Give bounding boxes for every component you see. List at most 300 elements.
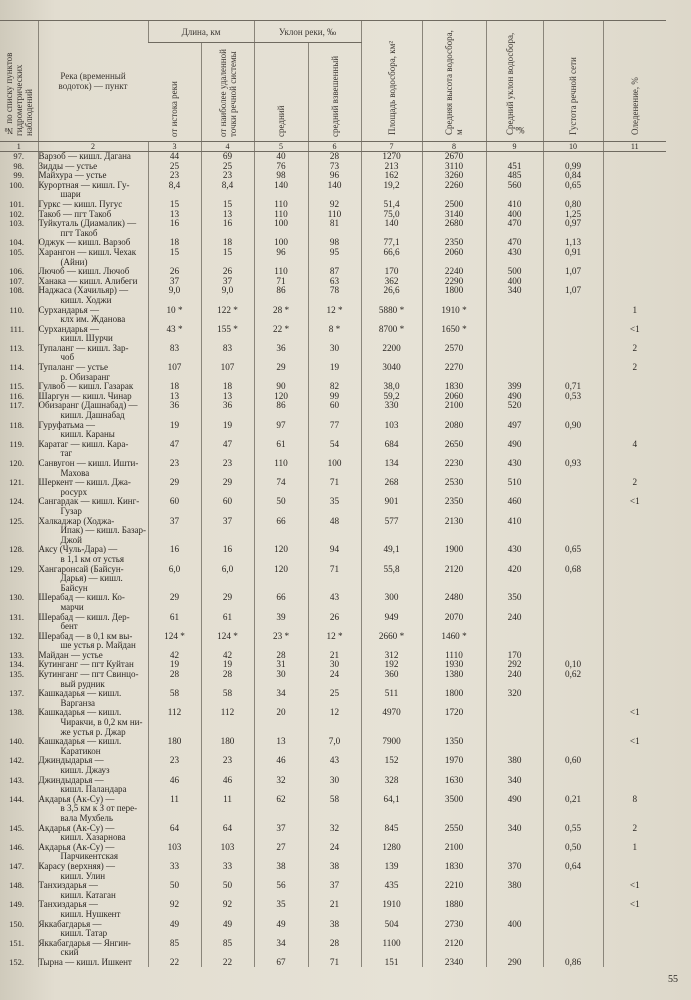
table-row (0, 565, 666, 594)
river-name-continuation: (Айни) (60, 256, 88, 267)
river-name-continuation: ский (60, 947, 79, 958)
length-from-farthest-cell: 18 (201, 382, 254, 392)
mean-height-cell: 2070 (422, 613, 486, 632)
station-number-text: 107. (9, 276, 24, 286)
column-number: 11 (603, 142, 666, 152)
slope-mean-cell: 62 (254, 795, 308, 824)
mean-height-cell: 2350 (422, 497, 486, 516)
length-from-farthest-cell: 11 (201, 795, 254, 824)
network-density-cell: 0,10 (543, 660, 603, 670)
basin-slope-cell: 340 (486, 824, 543, 843)
station-number-text: 144. (9, 794, 24, 804)
table-row (0, 737, 666, 756)
station-number-text: 104. (9, 238, 24, 248)
length-from-source-cell: 16 (148, 545, 201, 564)
basin-area-cell: 360 (361, 670, 422, 689)
mean-height-cell: 1830 (422, 382, 486, 392)
network-density-cell: 0,80 (543, 200, 603, 210)
station-number (0, 459, 38, 478)
table-row (0, 795, 666, 824)
hydrology-table (0, 20, 666, 967)
network-density-cell: 1,07 (543, 286, 603, 305)
slope-mean-cell: 100 (254, 219, 308, 238)
glaciation-cell (603, 277, 666, 287)
river-name-continuation: Чиракчи, в 0,2 км ни- (60, 717, 143, 728)
slope-mean-cell: 96 (254, 248, 308, 267)
header-slope-group: Уклон реки, ‰ (254, 21, 361, 43)
length-from-source-cell: 29 (148, 478, 201, 497)
slope-weighted-cell: 82 (308, 382, 361, 392)
slope-weighted-cell: 48 (308, 517, 361, 546)
glaciation-cell (603, 862, 666, 881)
basin-slope-cell: 240 (486, 670, 543, 689)
table-row (0, 689, 666, 708)
length-from-farthest-cell: 124 * (201, 632, 254, 651)
network-density-cell: 1,13 (543, 238, 603, 248)
slope-weighted-cell: 87 (308, 267, 361, 277)
slope-mean-cell: 110 (254, 200, 308, 210)
slope-weighted-cell: 32 (308, 824, 361, 843)
slope-mean-cell: 28 (254, 651, 308, 661)
length-from-farthest-cell: 64 (201, 824, 254, 843)
river-point-name (38, 219, 148, 238)
basin-slope-cell (486, 708, 543, 737)
column-number: 3 (148, 142, 201, 152)
station-number (0, 545, 38, 564)
slope-mean-cell: 35 (254, 900, 308, 919)
network-density-cell: 0,53 (543, 392, 603, 402)
station-number (0, 517, 38, 546)
station-number-text: 118. (9, 420, 24, 430)
length-from-farthest-cell: 103 (201, 843, 254, 862)
length-from-farthest-cell: 92 (201, 900, 254, 919)
basin-slope-cell: 400 (486, 277, 543, 287)
length-from-source-cell: 16 (148, 219, 201, 238)
glaciation-cell (603, 776, 666, 795)
basin-slope-cell: 400 (486, 210, 543, 220)
station-number-text: 150. (9, 919, 24, 929)
length-from-source-cell: 43 * (148, 325, 201, 344)
table-row (0, 613, 666, 632)
mean-height-cell: 2650 (422, 440, 486, 459)
river-name-line: Ханака — кишл. Алибеги (38, 275, 138, 286)
slope-mean-cell: 98 (254, 171, 308, 181)
length-from-farthest-cell: 29 (201, 478, 254, 497)
basin-area-cell: 684 (361, 440, 422, 459)
river-point-name (38, 737, 148, 756)
length-from-source-cell: 103 (148, 843, 201, 862)
river-name-line: Танхиздарья — (38, 880, 98, 891)
basin-area-cell: 51,4 (361, 200, 422, 210)
length-from-source-cell: 19 (148, 660, 201, 670)
length-from-farthest-cell: 28 (201, 670, 254, 689)
length-from-farthest-cell: 180 (201, 737, 254, 756)
length-from-farthest-cell: 107 (201, 363, 254, 382)
table-row (0, 670, 666, 689)
station-number (0, 392, 38, 402)
mean-height-cell: 2340 (422, 958, 486, 968)
glaciation-cell: 1 (603, 843, 666, 862)
station-number (0, 632, 38, 651)
slope-mean-cell: 140 (254, 181, 308, 200)
network-density-cell (543, 363, 603, 382)
glaciation-cell (603, 248, 666, 267)
length-from-farthest-cell: 49 (201, 920, 254, 939)
header-slope-weighted: средний взвешенный (308, 43, 361, 142)
slope-mean-cell: 50 (254, 497, 308, 516)
river-name-line: Сурхандарья — (38, 304, 100, 315)
mean-height-cell: 2350 (422, 238, 486, 248)
slope-mean-cell: 27 (254, 843, 308, 862)
river-point-name (38, 440, 148, 459)
glaciation-cell (603, 181, 666, 200)
basin-area-cell: 845 (361, 824, 422, 843)
table-row (0, 344, 666, 363)
slope-weighted-cell: 8 * (308, 325, 361, 344)
slope-weighted-cell: 71 (308, 565, 361, 594)
mean-height-cell: 2060 (422, 248, 486, 267)
station-number (0, 660, 38, 670)
length-from-source-cell: 15 (148, 248, 201, 267)
basin-area-cell: 26,6 (361, 286, 422, 305)
glaciation-cell: 2 (603, 478, 666, 497)
basin-area-cell: 4970 (361, 708, 422, 737)
network-density-cell (543, 517, 603, 546)
mean-height-cell: 1110 (422, 651, 486, 661)
slope-mean-cell: 34 (254, 689, 308, 708)
river-name-continuation: Парчикентская (60, 851, 118, 862)
basin-area-cell: 49,1 (361, 545, 422, 564)
glaciation-cell: <1 (603, 881, 666, 900)
river-name-line: Тупаланг — устье (38, 362, 108, 373)
station-number-text: 132. (9, 631, 24, 641)
network-density-cell (543, 881, 603, 900)
river-name-continuation: росурх (60, 486, 88, 497)
slope-mean-cell: 67 (254, 958, 308, 968)
length-from-source-cell: 37 (148, 277, 201, 287)
river-name-line: Шеркент — кишл. Джа- (38, 477, 131, 488)
network-density-cell (543, 900, 603, 919)
river-name-continuation: вала Мухбель (60, 812, 113, 823)
station-number-text: 98. (13, 161, 24, 171)
network-density-cell: 0,84 (543, 171, 603, 181)
slope-mean-cell: 46 (254, 756, 308, 775)
glaciation-cell: <1 (603, 708, 666, 737)
river-point-name (38, 421, 148, 440)
river-point-name (38, 843, 148, 862)
basin-area-cell: 312 (361, 651, 422, 661)
station-number (0, 900, 38, 919)
slope-mean-cell: 36 (254, 344, 308, 363)
length-from-source-cell: 10 * (148, 306, 201, 325)
basin-slope-cell: 470 (486, 219, 543, 238)
basin-area-cell: 170 (361, 267, 422, 277)
river-point-name (38, 344, 148, 363)
length-from-farthest-cell: 13 (201, 210, 254, 220)
glaciation-cell (603, 632, 666, 651)
basin-slope-cell: 400 (486, 920, 543, 939)
length-from-farthest-cell: 23 (201, 171, 254, 181)
network-density-cell (543, 478, 603, 497)
river-name-continuation: кишл. Джауз (60, 765, 110, 775)
basin-slope-cell: 410 (486, 200, 543, 210)
river-name-continuation: кишл. Дашнабад (60, 410, 125, 421)
glaciation-cell: 4 (603, 440, 666, 459)
header-station-number: № по списку пунктов гидрометрических наблюдений (0, 21, 38, 142)
length-from-farthest-cell: 33 (201, 862, 254, 881)
river-name-line: Сангардак — кишл. Кинг- (38, 496, 140, 507)
river-point-name (38, 920, 148, 939)
basin-slope-cell (486, 363, 543, 382)
river-name-line: Джиндыдарья — (38, 774, 104, 785)
basin-slope-cell: 350 (486, 593, 543, 612)
glaciation-cell (603, 593, 666, 612)
length-from-farthest-cell: 155 * (201, 325, 254, 344)
basin-slope-cell: 490 (486, 795, 543, 824)
slope-weighted-cell: 12 (308, 708, 361, 737)
slope-mean-cell: 110 (254, 267, 308, 277)
slope-weighted-cell: 28 (308, 939, 361, 958)
mean-height-cell: 3260 (422, 171, 486, 181)
river-point-name (38, 363, 148, 382)
station-number (0, 670, 38, 689)
station-number-text: 151. (9, 938, 24, 948)
river-name-line: Майдан — устье (38, 649, 103, 660)
length-from-source-cell: 28 (148, 670, 201, 689)
river-point-name (38, 708, 148, 737)
length-from-farthest-cell: 85 (201, 939, 254, 958)
basin-slope-cell: 430 (486, 248, 543, 267)
network-density-cell (543, 593, 603, 612)
slope-mean-cell: 90 (254, 382, 308, 392)
network-density-cell: 0,65 (543, 181, 603, 200)
slope-mean-cell: 39 (254, 613, 308, 632)
river-name-continuation: кишл. Шурчи (60, 333, 113, 344)
length-from-source-cell: 180 (148, 737, 201, 756)
station-number (0, 210, 38, 220)
network-density-cell: 0,50 (543, 843, 603, 862)
header-river-point: Река (временный водоток) — пункт (38, 21, 148, 142)
length-from-farthest-cell: 36 (201, 401, 254, 420)
basin-area-cell: 103 (361, 421, 422, 440)
river-name-line: Яккабагдарья — (38, 918, 102, 929)
slope-weighted-cell: 30 (308, 660, 361, 670)
length-from-farthest-cell: 60 (201, 497, 254, 516)
basin-slope-cell: 240 (486, 613, 543, 632)
river-name-line: Гуркс — кишл. Пугус (38, 198, 123, 209)
basin-area-cell: 7900 (361, 737, 422, 756)
river-point-name (38, 632, 148, 651)
river-name-line: Курортная — кишл. Гу- (38, 179, 130, 190)
network-density-cell: 0,86 (543, 958, 603, 968)
mean-height-cell: 1970 (422, 756, 486, 775)
river-point-name (38, 613, 148, 632)
station-number-text: 101. (9, 199, 24, 209)
length-from-farthest-cell: 16 (201, 545, 254, 564)
mean-height-cell: 1800 (422, 286, 486, 305)
river-name-continuation: р. Обизаранг (60, 371, 110, 382)
station-number-text: 119. (9, 439, 24, 449)
header-glaciation: Оледенение, % (603, 21, 666, 142)
river-name-continuation: Джой (60, 534, 82, 545)
length-from-farthest-cell: 15 (201, 248, 254, 267)
slope-weighted-cell: 99 (308, 392, 361, 402)
length-from-source-cell: 37 (148, 517, 201, 546)
glaciation-cell: <1 (603, 737, 666, 756)
network-density-cell (543, 689, 603, 708)
column-number: 2 (38, 142, 148, 152)
river-name-continuation: бент (60, 621, 78, 632)
station-number (0, 238, 38, 248)
slope-weighted-cell: 28 (308, 152, 361, 162)
network-density-cell (543, 325, 603, 344)
glaciation-cell (603, 517, 666, 546)
mean-height-cell: 1910 * (422, 306, 486, 325)
length-from-farthest-cell: 122 * (201, 306, 254, 325)
station-number (0, 776, 38, 795)
glaciation-cell (603, 565, 666, 594)
river-name-line: Кутинганг — пгт Свинцо- (38, 669, 139, 680)
station-number (0, 478, 38, 497)
river-name-line: Шерабад — кишл. Ко- (38, 592, 125, 603)
length-from-farthest-cell: 37 (201, 277, 254, 287)
basin-area-cell: 66,6 (361, 248, 422, 267)
slope-mean-cell: 97 (254, 421, 308, 440)
river-name-continuation: кишл. Катаган (60, 889, 116, 900)
basin-area-cell: 300 (361, 593, 422, 612)
slope-weighted-cell: 58 (308, 795, 361, 824)
header-basin-area: Площадь водосбора, км² (361, 21, 422, 142)
glaciation-cell (603, 200, 666, 210)
mean-height-cell: 2080 (422, 421, 486, 440)
length-from-source-cell: 92 (148, 900, 201, 919)
length-from-farthest-cell: 19 (201, 421, 254, 440)
glaciation-cell: <1 (603, 325, 666, 344)
slope-mean-cell: 34 (254, 939, 308, 958)
table-row (0, 824, 666, 843)
length-from-source-cell: 19 (148, 421, 201, 440)
basin-slope-cell: 490 (486, 392, 543, 402)
station-number-text: 120. (9, 459, 24, 468)
river-name-line: Кашкадарья — кишл. (38, 688, 122, 699)
station-number-text: 152. (9, 957, 24, 967)
glaciation-cell (603, 267, 666, 277)
station-number (0, 401, 38, 420)
length-from-source-cell: 8,4 (148, 181, 201, 200)
river-point-name (38, 900, 148, 919)
slope-weighted-cell: 43 (308, 756, 361, 775)
table-row (0, 708, 666, 737)
table-row (0, 517, 666, 546)
river-point-name (38, 795, 148, 824)
basin-area-cell: 1280 (361, 843, 422, 862)
slope-weighted-cell: 81 (308, 219, 361, 238)
basin-slope-cell: 410 (486, 517, 543, 546)
slope-mean-cell: 38 (254, 862, 308, 881)
basin-area-cell: 162 (361, 171, 422, 181)
station-number (0, 219, 38, 238)
mean-height-cell: 1350 (422, 737, 486, 756)
slope-mean-cell: 120 (254, 545, 308, 564)
river-name-continuation: кишл. Улин (60, 870, 106, 881)
column-number: 10 (543, 142, 603, 152)
slope-mean-cell: 120 (254, 565, 308, 594)
column-number-row (0, 142, 666, 152)
station-number (0, 286, 38, 305)
river-name-continuation: в 3,5 км к З от пере- (60, 803, 138, 814)
station-number (0, 565, 38, 594)
glaciation-cell (603, 401, 666, 420)
column-number: 4 (201, 142, 254, 152)
glaciation-cell (603, 756, 666, 775)
table-row (0, 306, 666, 325)
network-density-cell (543, 920, 603, 939)
basin-slope-cell (486, 325, 543, 344)
mean-height-cell: 3500 (422, 795, 486, 824)
length-from-farthest-cell: 22 (201, 958, 254, 968)
station-number-text: 117. (9, 401, 24, 411)
river-point-name (38, 181, 148, 200)
river-point-name (38, 248, 148, 267)
length-from-farthest-cell: 13 (201, 392, 254, 402)
station-number (0, 152, 38, 162)
glaciation-cell (603, 920, 666, 939)
basin-area-cell: 19,2 (361, 181, 422, 200)
station-number (0, 756, 38, 775)
length-from-farthest-cell: 25 (201, 162, 254, 172)
basin-area-cell: 901 (361, 497, 422, 516)
basin-area-cell: 152 (361, 756, 422, 775)
slope-weighted-cell: 71 (308, 478, 361, 497)
header-basin-slope: Средний уклон водосбора, ‰ (486, 21, 543, 142)
river-name-line: Гулвоб — кишл. Газарак (38, 381, 134, 392)
length-from-farthest-cell: 29 (201, 593, 254, 612)
mean-height-cell: 1900 (422, 545, 486, 564)
length-from-source-cell: 18 (148, 382, 201, 392)
length-from-source-cell: 23 (148, 459, 201, 478)
station-number (0, 843, 38, 862)
mean-height-cell: 2240 (422, 267, 486, 277)
basin-slope-cell: 485 (486, 171, 543, 181)
station-number-text: 99. (13, 171, 24, 181)
slope-weighted-cell: 21 (308, 900, 361, 919)
basin-slope-cell: 490 (486, 440, 543, 459)
river-point-name (38, 776, 148, 795)
river-name-line: Наджаса (Хачильяр) — (38, 285, 129, 296)
glaciation-cell (603, 219, 666, 238)
glaciation-cell (603, 545, 666, 564)
river-name-line: Акдарья (Ак-Су) — (38, 793, 115, 804)
glaciation-cell (603, 238, 666, 248)
river-point-name (38, 958, 148, 968)
table-row (0, 421, 666, 440)
basin-slope-cell (486, 306, 543, 325)
slope-mean-cell: 29 (254, 363, 308, 382)
length-from-source-cell: 47 (148, 440, 201, 459)
basin-area-cell: 511 (361, 689, 422, 708)
basin-slope-cell (486, 900, 543, 919)
length-from-source-cell: 42 (148, 651, 201, 661)
river-point-name (38, 939, 148, 958)
slope-weighted-cell: 38 (308, 862, 361, 881)
table-row (0, 248, 666, 267)
table-row (0, 286, 666, 305)
slope-mean-cell: 23 * (254, 632, 308, 651)
mean-height-cell: 1460 * (422, 632, 486, 651)
mean-height-cell: 2480 (422, 593, 486, 612)
station-number-text: 114. (9, 363, 24, 373)
station-number-text: 145. (9, 823, 24, 833)
